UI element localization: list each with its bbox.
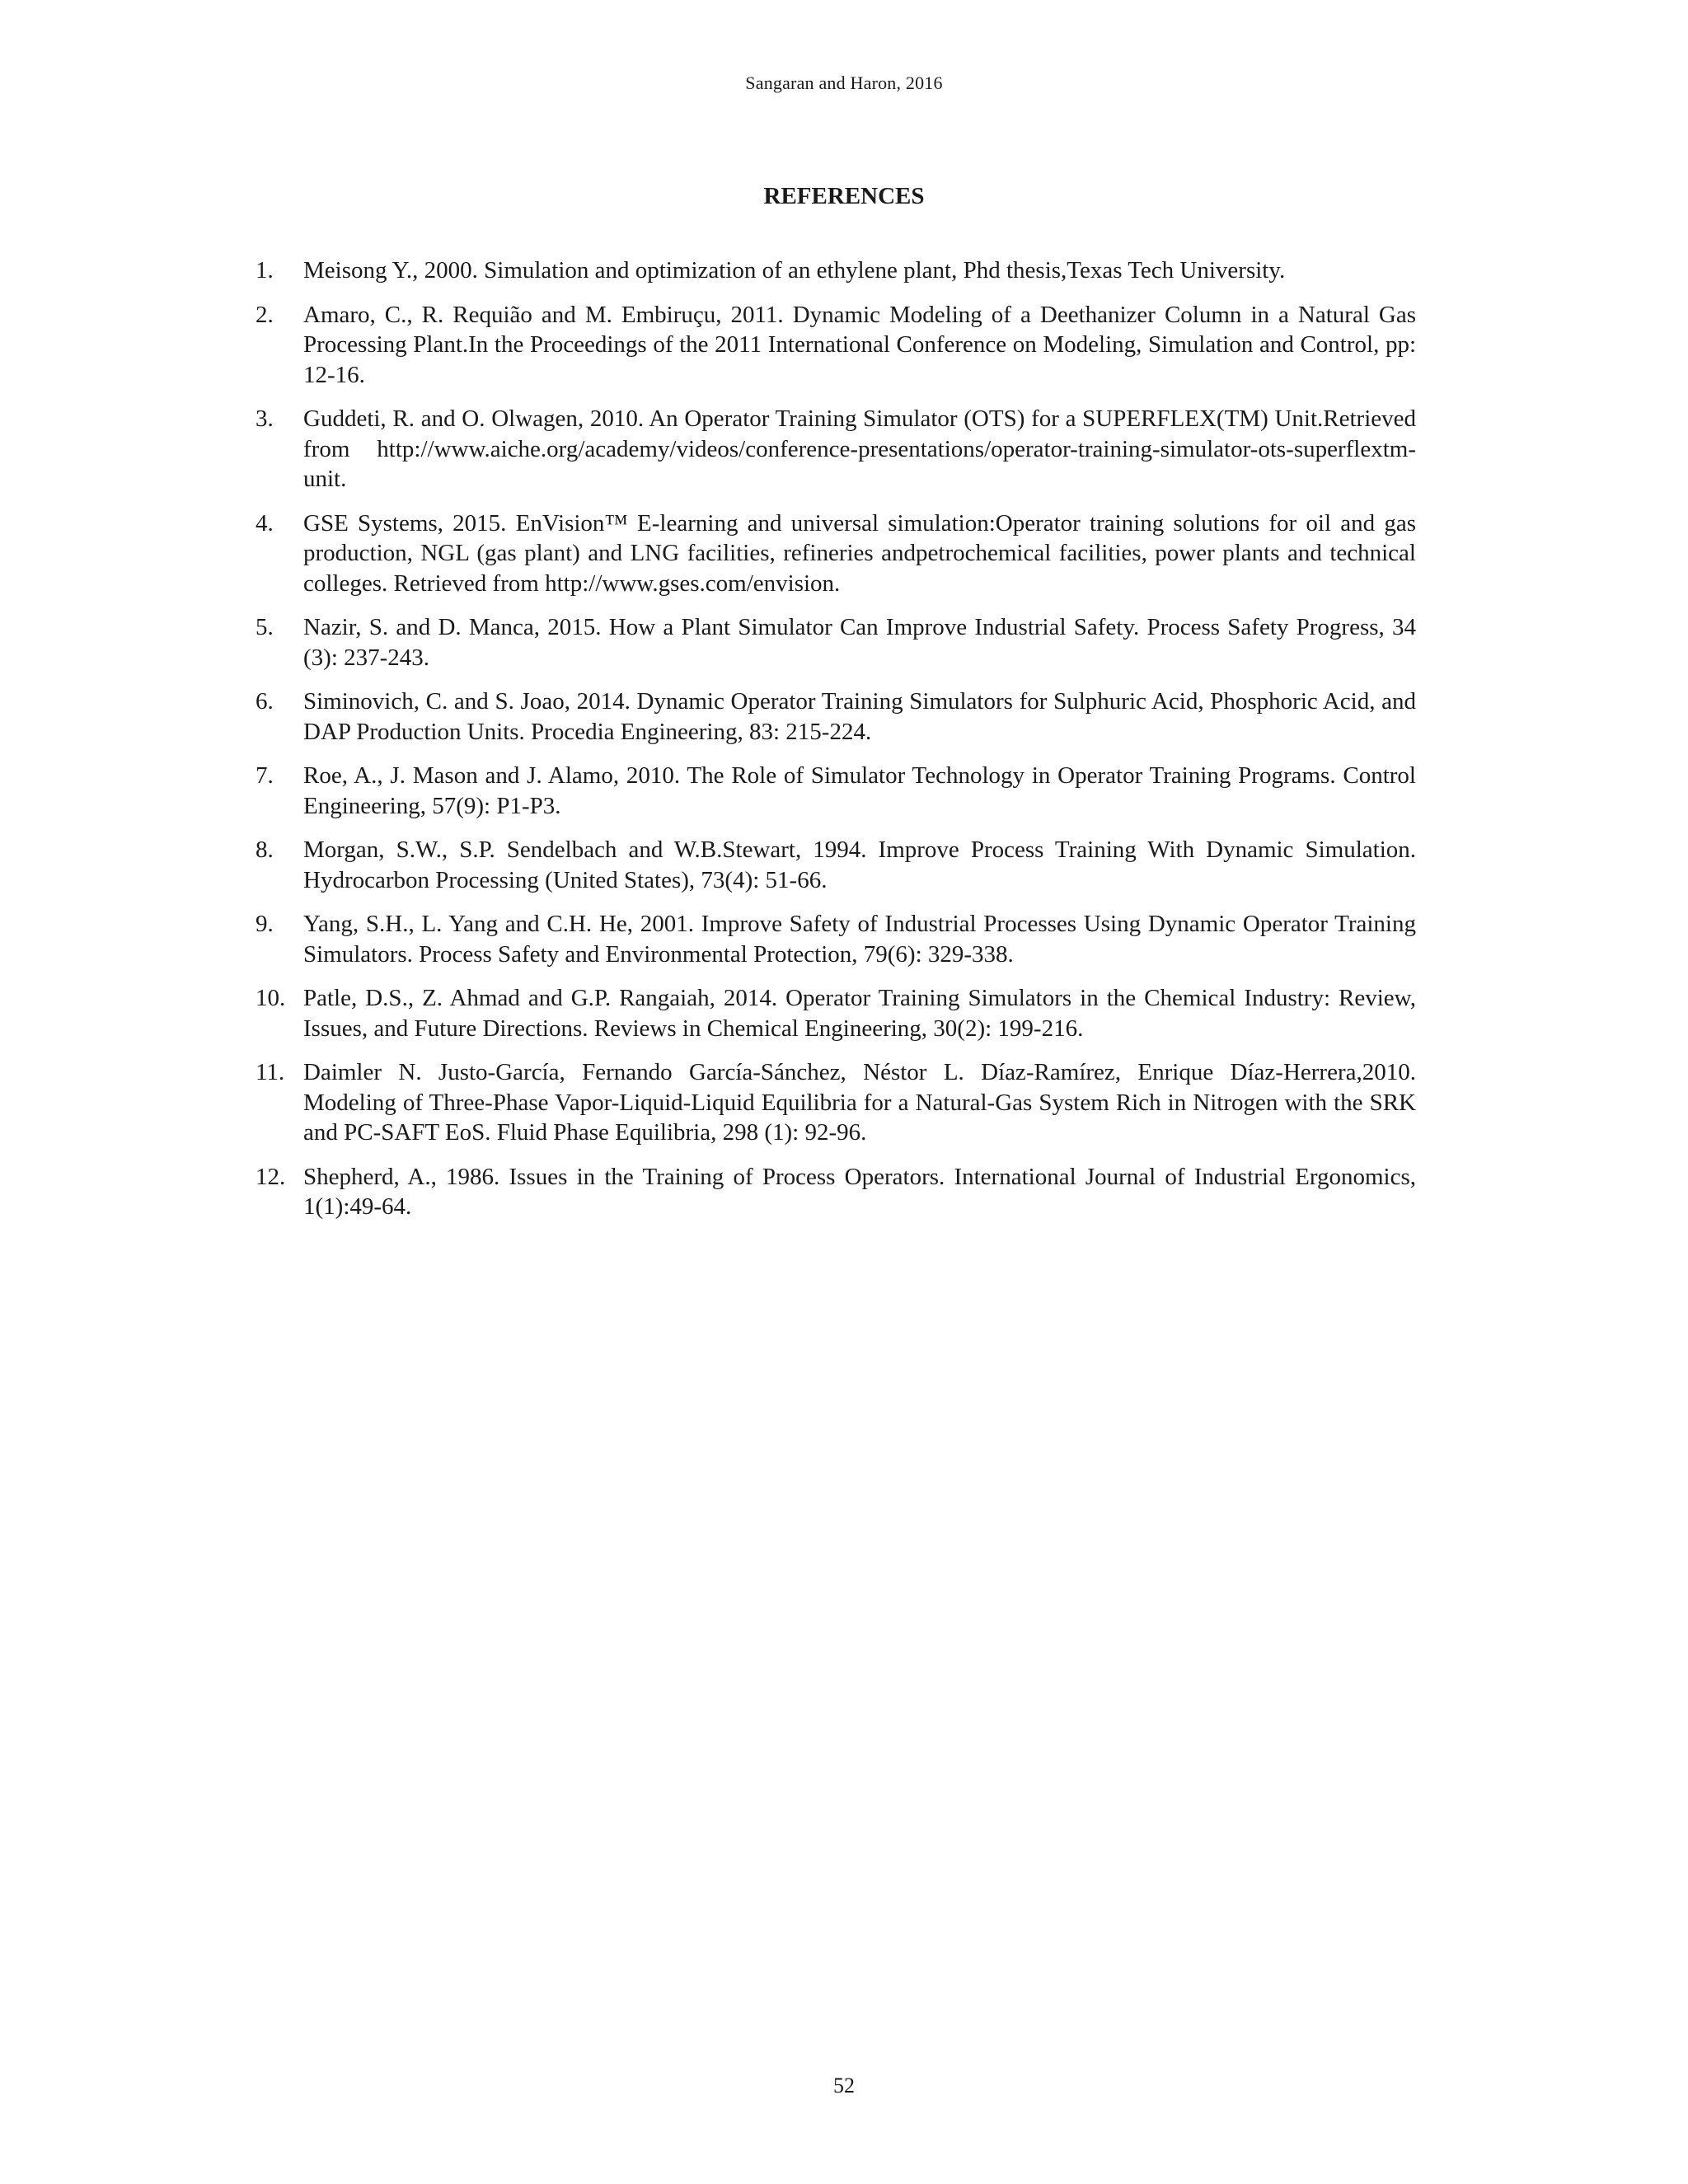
reference-item [256, 509, 1416, 599]
reference-number: 7. [256, 762, 274, 789]
reference-number: 11. [256, 1059, 285, 1085]
reference-list [256, 255, 1416, 1236]
reference-item [256, 300, 1416, 391]
page-number: 52 [833, 2074, 855, 2097]
reference-item [256, 1162, 1416, 1222]
section-title: REFERENCES [763, 183, 925, 209]
reference-number: 10. [256, 985, 286, 1011]
reference-item [256, 404, 1416, 494]
reference-text: Meisong Y., 2000. Simulation and optimization of an ethylene plant, Phd thesis,Texas Tech University. [303, 257, 1286, 284]
reference-number: 5. [256, 614, 274, 640]
running-header: Sangaran and Haron, 2016 [745, 73, 943, 93]
reference-text: GSE Systems, 2015. EnVision™ E-learning and universal simulation:Operator training solutions for oil and gas production, NGL (gas plant) and LNG facilities, refineries andpetrochemical facilities, power plants and technical colleges. Retrieved from http://www.gses.com/envision. [303, 509, 1416, 597]
reference-text: Amaro, C., R. Requião and M. Embiruçu, 2011. Dynamic Modeling of a Deethanizer Column in a Natural Gas Processing Plant.In the Proceedings of the 2011 International Conference on Modeling, Simulation and Control, pp: 12-16. [303, 301, 1416, 388]
reference-number: 8. [256, 837, 274, 863]
reference-number: 2. [256, 301, 274, 328]
reference-item [256, 612, 1416, 673]
reference-item [256, 761, 1416, 821]
reference-text: Guddeti, R. and O. Olwagen, 2010. An Operator Training Simulator (OTS) for a SUPERFLEX(TM) Unit.Retrieved from http://www.aiche.org/academy/videos/conference-presentations/operator-training-simulator-ots-superflextm-unit. [303, 405, 1416, 492]
reference-text: Patle, D.S., Z. Ahmad and G.P. Rangaiah, 2014. Operator Training Simulators in the Chemical Industry: Review, Issues, and Future Directions. Reviews in Chemical Engineering, 30(2): 199-216. [303, 985, 1416, 1042]
reference-text: Morgan, S.W., S.P. Sendelbach and W.B.Stewart, 1994. Improve Process Training With Dynamic Simulation. Hydrocarbon Processing (United States), 73(4): 51-66. [303, 837, 1416, 893]
reference-item [256, 983, 1416, 1043]
reference-number: 12. [256, 1163, 286, 1190]
reference-number: 4. [256, 509, 274, 537]
reference-number: 9. [256, 911, 274, 937]
reference-item [256, 1057, 1416, 1148]
reference-item [256, 909, 1416, 969]
reference-text: Daimler N. Justo-García, Fernando García-Sánchez, Néstor L. Díaz-Ramírez, Enrique Díaz-Herrera,2010. Modeling of Three-Phase Vapor-Liquid-Liquid Equilibria for a Natural-Gas System Rich in Nitrogen with the SRK and PC-SAFT EoS. Fluid Phase Equilibria, 298 (1): 92-96. [303, 1059, 1416, 1146]
reference-text: Nazir, S. and D. Manca, 2015. How a Plant Simulator Can Improve Industrial Safety. Process Safety Progress, 34 (3): 237-243. [303, 614, 1416, 671]
reference-text: Siminovich, C. and S. Joao, 2014. Dynamic Operator Training Simulators for Sulphuric Acid, Phosphoric Acid, and DAP Production Units. Procedia Engineering, 83: 215-224. [303, 688, 1416, 745]
reference-text: Roe, A., J. Mason and J. Alamo, 2010. The Role of Simulator Technology in Operator Training Programs. Control Engineering, 57(9): P1-P3. [303, 762, 1416, 819]
reference-item [256, 255, 1416, 286]
reference-number: 3. [256, 405, 274, 432]
reference-number: 1. [256, 257, 274, 284]
reference-text: Yang, S.H., L. Yang and C.H. He, 2001. Improve Safety of Industrial Processes Using Dynamic Operator Training Simulators. Process Safety and Environmental Protection, 79(6): 329-338. [303, 911, 1416, 968]
reference-number: 6. [256, 688, 274, 715]
reference-item [256, 687, 1416, 747]
reference-item [256, 835, 1416, 895]
reference-text: Shepherd, A., 1986. Issues in the Training of Process Operators. International Journal of Industrial Ergonomics, 1(1):49-64. [303, 1163, 1416, 1220]
